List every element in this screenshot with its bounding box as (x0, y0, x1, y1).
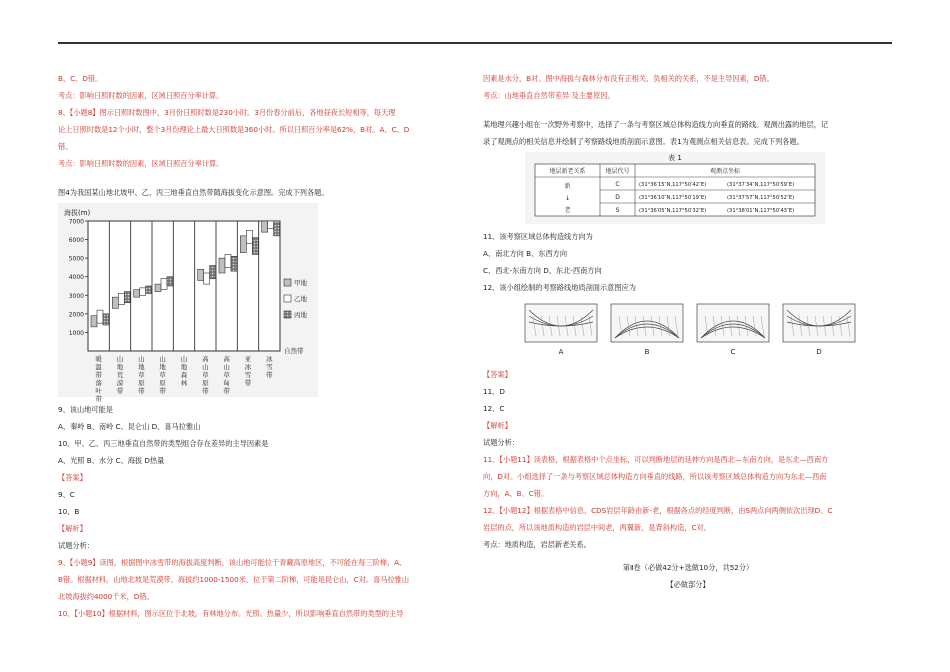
bar-yi (161, 279, 167, 290)
zone-label-char: 草 (138, 371, 145, 379)
zone-label-char: 带 (159, 387, 166, 395)
bar-yi (97, 310, 103, 323)
part-subtitle: 【必做部分】 (666, 580, 710, 589)
section-option-label: A (558, 348, 564, 356)
header-rule (58, 42, 892, 44)
section-frame (525, 304, 597, 342)
bar-yi (204, 273, 210, 284)
left-column (58, 70, 466, 622)
bar-yi (118, 293, 124, 304)
bar-bing (210, 266, 216, 279)
bar-yi (246, 230, 252, 243)
answer-heading-left: 【答案】 (58, 473, 87, 482)
zone-label-char: 原 (138, 379, 145, 387)
y-tick-label: 3000 (68, 292, 84, 300)
text-line: 考点：影响日照时数的因素，区域日照百分率计算。 (58, 91, 224, 100)
bar-jia (155, 284, 161, 291)
zone-label-char: 山 (116, 355, 124, 363)
bar-jia (91, 316, 97, 327)
y-axis-label: 海拔(m) (64, 209, 91, 217)
bar-bing (252, 238, 258, 255)
table-cell-coord: (31°37′34″N,117°50′59″E) (727, 182, 795, 188)
legend-swatch (284, 279, 291, 286)
kaodian-line: 考点：山地垂直自然带差异 及主要原因。 (483, 91, 615, 100)
question-10: 10、甲、乙、丙三地垂直自然带的类型组合存在差异的主导因素是 (58, 439, 269, 448)
question-9: 9、该山地可能是 (58, 405, 113, 414)
question-10-options: A、光照 B、水分 C、海拔 D热量 (58, 456, 165, 465)
table-header: 地层新老关系 (549, 168, 586, 175)
zone-label-char: 雪 (266, 363, 273, 371)
bar-bing (231, 256, 237, 271)
y-tick-label: 7000 (68, 218, 84, 226)
analysis-intro-right: 试题分析： (483, 438, 519, 447)
bar-yi (140, 288, 146, 295)
question-11-options-1: A、南北方向 B、东西方向 (483, 249, 568, 258)
analysis-line: 10、【小题10】根据材料，图示区位于北坡，有林地分布。光照、热量少，所以影响垂直自然带的类型的主导 (58, 609, 404, 618)
table-header: 观测点坐标 (709, 168, 741, 175)
zone-label-char: 带 (202, 387, 209, 395)
zone-label-char: 叶 (95, 387, 102, 395)
text-line: 论上日照时数是12个小时，整个3月份理论上最大日照数是360小时。所以日照百分率是62%，B对。A、C、D (58, 125, 410, 134)
left-top-lines (58, 70, 466, 172)
zone-label-char: 带 (266, 371, 273, 379)
y-tick-label: 6000 (68, 237, 84, 245)
answer-12: 12、C (483, 404, 505, 413)
answer-heading-right: 【答案】 (483, 370, 512, 379)
table-side-label: 老 (564, 207, 571, 214)
zone-label-char: 高 (223, 355, 230, 363)
table-cell-code: D (615, 194, 620, 201)
answer-10: 10、B (58, 507, 80, 516)
observation-table (525, 152, 825, 224)
text-line: 错。 (58, 142, 73, 151)
zone-label-char: 冰 (266, 355, 273, 363)
zone-label-char: 山 (202, 363, 209, 371)
zone-label-char: 带 (223, 387, 230, 395)
legend-swatch (284, 311, 291, 318)
bar-bing (146, 286, 152, 293)
text-line: B、C、D错。 (58, 74, 103, 83)
analysis-line: 向，D对。小组选择了一条与考察区域总体构造方向垂直的线路，所以该考察区域总体构造方向为东北—西南 (483, 472, 827, 481)
zone-label-char: 暖 (95, 355, 102, 363)
zone-label-char: 林 (180, 379, 188, 387)
analysis-line: B错。根据材料，山地北坡是荒漠带，海拔约1000-1500米，位于第二阶梯，可能是昆仑山，C对。喜马拉雅山 (58, 575, 410, 584)
zone-label-char: 甸 (223, 379, 230, 387)
y-tick-label: 5000 (68, 255, 84, 263)
zone-label-char: 带 (116, 387, 124, 395)
analysis-line: 11、【小题11】读表格，根据表格中个点坐标，可以判断地层的延伸方向是西北—东南方向，是东北—西南方 (483, 455, 829, 464)
bar-bing (124, 292, 130, 303)
question-9-options: A、秦岭 B、南岭 C、昆仑山 D、喜马拉雅山 (58, 422, 201, 431)
zone-label-char: 原 (202, 379, 209, 387)
zone-label-char: 冰 (244, 363, 252, 371)
text-line: 8、【小题8】图示日照时数图中，3月份日照时数是230小时。3月份春分前后，各地昼夜长短相等，每天理 (58, 108, 396, 117)
table-cell-coord: (31°38′01″N,117°50′43″E) (727, 208, 795, 214)
zone-label-char: 带 (95, 371, 102, 379)
zone-label-char: 地 (138, 363, 145, 371)
y-tick-label: 2000 (68, 311, 84, 319)
altitude-zone-chart (58, 203, 318, 403)
answer-11: 11、D (483, 387, 505, 396)
section-option-label: C (730, 348, 736, 356)
analysis-line: 北坡海拔约4000千米，D错。 (58, 592, 154, 601)
legend-swatch (284, 295, 291, 302)
bar-jia (219, 258, 225, 273)
intro-line: 录了观测点的相关信息并绘制了考察路线地质剖面示意图。表1为观测点相关信息表。完成下列各题。 (483, 137, 804, 146)
zone-label-char: 高 (202, 355, 209, 363)
analysis-heading-left: 【解析】 (58, 524, 87, 533)
x-axis-end-label: 自然带 (284, 347, 304, 355)
zone-label-char: 地 (116, 363, 124, 371)
zone-label-char: 带 (244, 379, 252, 387)
answer-9: 9、C (58, 490, 75, 499)
y-tick-label: 4000 (68, 274, 84, 282)
question-12: 12、该小组绘制的考察路线地质剖面示意图应为 (483, 283, 636, 292)
bar-jia (134, 290, 140, 297)
zone-label-char: 山 (180, 355, 188, 363)
section-frame (697, 304, 769, 342)
zone-label-char: 温 (95, 363, 102, 371)
legend-label: 甲地 (294, 279, 307, 287)
zone-label-char: 落 (95, 379, 102, 387)
legend-label: 乙地 (294, 295, 307, 303)
zone-label-char: 草 (223, 371, 230, 379)
continued-line: 因素是水分，B对。图中海拔与森林分布没有正相关、负相关的关系，不是主导因素，D错。 (483, 74, 774, 83)
zone-label-char: 带 (95, 395, 102, 403)
bar-bing (274, 223, 280, 236)
table-side-label: ↓ (564, 195, 571, 202)
bar-yi (268, 221, 274, 228)
analysis-line: 岩层的点，所以该地质构造的岩层中间老，两翼新，是背斜构造，C对。 (483, 523, 711, 532)
zone-label-char: 山 (159, 355, 166, 363)
zone-label-char: 亚 (244, 355, 252, 363)
zone-label-char: 带 (138, 387, 145, 395)
table-header: 地层代号 (605, 168, 630, 175)
section-frame (611, 304, 683, 342)
intro-line: 某地理兴趣小组在一次野外考察中，选择了一条与考察区域总体构造线方向垂直的路线。观测出露的地层，记 (483, 120, 829, 129)
table-side-label: 新 (564, 183, 571, 190)
section-option-label: B (644, 348, 650, 356)
graph-intro: 图4为我国某山地北坡甲、乙、丙三地垂直自然带随海拔变化示意图。完成下列各题。 (58, 188, 329, 197)
zone-label-char: 森 (180, 371, 188, 379)
table-cell-coord: (31°37′57″N,117°50′52″E) (727, 195, 795, 201)
bar-jia (262, 221, 268, 232)
zone-label-char: 雪 (244, 371, 252, 379)
analysis-line: 9、【小题9】读图，根据图中冰雪带的海拔高度判断，该山地可能位于青藏高原地区，不可能在每三阶梯，A、 (58, 558, 407, 567)
table-cell-coord: (31°36′15″N,117°50′42″E) (639, 182, 707, 188)
zone-label-char: 地 (180, 363, 188, 371)
analysis-line: 12、【小题12】根据表格中信息，CDS岩层年龄由新-老，根据各点的经度判断，由S两点向两侧依次出现D、C (483, 506, 833, 515)
bar-bing (167, 277, 173, 286)
zone-label-char: 草 (159, 371, 166, 379)
part-title: 第Ⅱ卷（必做42分+选做10分，共52分） (622, 563, 754, 572)
analysis-intro-left: 试题分析： (58, 541, 94, 550)
zone-label-char: 地 (159, 363, 166, 371)
right-column (483, 70, 893, 593)
kaodian-footer: 考点：地质构造，岩层新老关系。 (483, 540, 591, 549)
question-11: 11、该考察区域总体构造线方向为 (483, 232, 593, 241)
analysis-heading-right: 【解析】 (483, 421, 512, 430)
analysis-line: 方向，A、B、C错。 (483, 489, 549, 498)
section-option-label: D (816, 348, 822, 356)
zone-label-char: 漠 (116, 379, 124, 387)
bar-bing (103, 314, 109, 325)
table-cell-code: S (615, 207, 620, 214)
table-cell-code: C (615, 181, 620, 188)
table-caption: 表 1 (668, 154, 682, 162)
text-line: 考点：影响日照时数的因素，区域日照百分率计算。 (58, 159, 224, 168)
bar-jia (112, 297, 118, 308)
zone-label-char: 山 (223, 363, 230, 371)
zone-label-char: 荒 (116, 371, 124, 379)
legend-label: 丙地 (294, 311, 307, 319)
table-cell-coord: (31°36′05″N,117°50′32″E) (639, 208, 707, 214)
y-tick-label: 1000 (68, 329, 84, 337)
section-frame (783, 304, 855, 342)
zone-label-char: 原 (159, 379, 166, 387)
bar-yi (225, 254, 231, 267)
question-11-options-2: C、西北-东南方向 D、东北-西南方向 (483, 266, 602, 275)
zone-label-char: 草 (202, 371, 209, 379)
geologic-section-options (521, 298, 851, 362)
zone-label-char: 山 (138, 355, 145, 363)
bar-jia (198, 269, 204, 280)
table-cell-coord: (31°36′10″N,117°50′19″E) (639, 195, 707, 201)
bar-jia (240, 236, 246, 253)
